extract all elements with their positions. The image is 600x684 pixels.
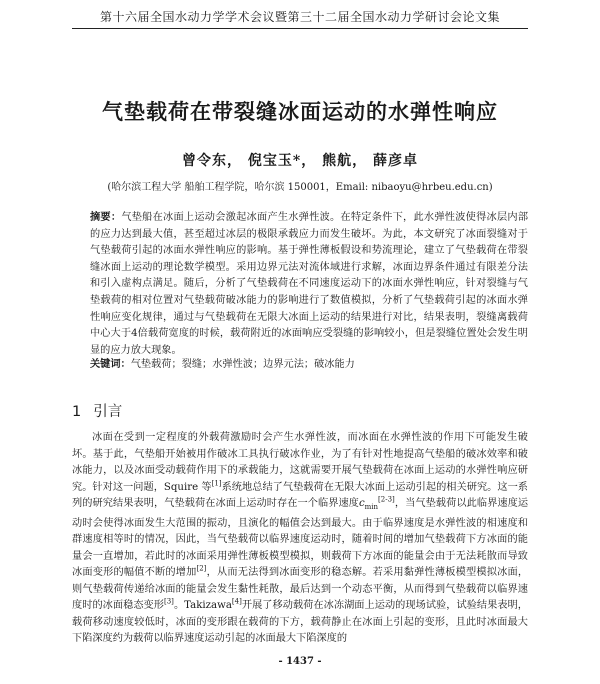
keywords-label: 关键词： [90, 359, 131, 370]
abstract [90, 210, 528, 359]
citation: [4] [231, 597, 242, 606]
abstract-text: 气垫船在冰面上运动会激起冰面产生水弹性波。在特定条件下，此水弹性波使得冰层内部的应力达到最大值，甚至超过冰层的极限承载应力而发生破坏。为此，本文研究了冰面裂缝对于气垫载荷引起的冰面水弹性响应的影响。基于弹性薄板假设和势流理论，建立了气垫载荷在带裂缝冰面上运动的理论数学模型。采用边界元法对流体域进行求解，冰面边界条件通过有限差分法和引入虚构点满足。随后，分析了气垫载荷在不同速度运动下的冰面水弹性响应，针对裂缝与气垫载荷的相对位置对气垫载荷破冰能力的影响进行了数值模拟，分析了气垫载荷引起的冰面水弹性响应变化规律，通过与气垫载荷在无限大冰面上运动的结果进行对比，结果表明，裂缝离载荷中心大于4倍载荷宽度的时候，载荷附近的冰面响应受裂缝的影响较小，但是裂缝位置处会发生明显的应力放大现象。 [90, 212, 529, 356]
paragraph [72, 430, 528, 648]
paper-title: 气垫载荷在带裂缝冰面运动的水弹性响应 [102, 100, 498, 124]
citation: [3] [163, 597, 174, 606]
citation: [2-3] [378, 495, 395, 504]
running-header: 第十六届全国水动力学学术会议暨第三十二届全国水动力学研讨会论文集 [72, 8, 528, 29]
body-text-segment: ，从而无法得到冰面变形的稳态解。若采用黏弹性薄板模型模拟冰面，则气垫载荷传递给冰面的能量会发生黏性耗散，最后达到一个动态平衡，从而得到气垫载荷以临界速度时的冰面稳态变形 [72, 567, 529, 612]
page-number: - 1437 - [278, 656, 322, 667]
body-text-segment: 系统地总结了气垫载荷在无限大冰面上运动引起的相关研究。这一系列的研究结果表明，气垫载荷在冰面上运动时存在一个临界速度 [72, 481, 528, 509]
author-list: 曾令东， 倪宝玉*， 熊航， 薛彦卓 [182, 153, 418, 169]
body-text-segment: 冰面在受到一定程度的外载荷激励时会产生水弹性波，而冰面在水弹性波的作用下可能发生破坏。基于此，气垫船开始被用作破冰工具执行破冰作业，为了有针对性地提高气垫船的破冰效率和破冰能力，以及冰面受动载荷作用下的承载能力，这就需要开展气垫载荷在冰面上运动的水弹性响应研究。针对这一问题，Squire 等 [72, 432, 528, 493]
citation: [2] [196, 564, 207, 573]
author-affiliation: (哈尔滨工程大学 船舶工程学院，哈尔滨 150001，Email: nibaoyu@hrbeu.edu.cn) [107, 182, 493, 193]
body-text-segment: 。Takizawa [173, 600, 232, 612]
math-symbol: c [358, 498, 365, 509]
body-text-segment: ，当气垫载荷以此临界速度运动时会使得冰面发生大范围的振动，且演化的幅值会达到最大。由于临界速度是水弹性波的相速度和群速度相等时的情况，因此，当气垫载荷以临界速度运动时，随着时间的增加气垫载荷下方冰面的能量会一直增加，若此时的冰面采用弹性薄板模型模拟，则载荷下方冰面的能量会由于无法耗散而导致冰面变形的幅值不断的增加 [72, 498, 529, 579]
body-text-segment: 开展了移动载荷在冰冻湖面上运动的现场试验，试验结果表明，载荷移动速度较低时，冰面的变形跟在载荷的下方，载荷静止在冰面上引起的变形，且此时冰面最大下陷深度约为载荷以临界速度运动引起的冰面最大下陷深度的 [72, 600, 528, 645]
keywords [90, 357, 528, 373]
abstract-label: 摘要： [90, 212, 122, 223]
body-text [72, 430, 528, 648]
keywords-text: 气垫载荷；裂缝；水弹性波；边界元法；破冰能力 [130, 359, 355, 370]
section-title: 引言 [93, 404, 123, 420]
math-subscript: min [364, 503, 379, 512]
citation: [1] [211, 479, 222, 488]
section-heading-introduction [72, 400, 122, 421]
section-number: 1 [72, 404, 82, 420]
